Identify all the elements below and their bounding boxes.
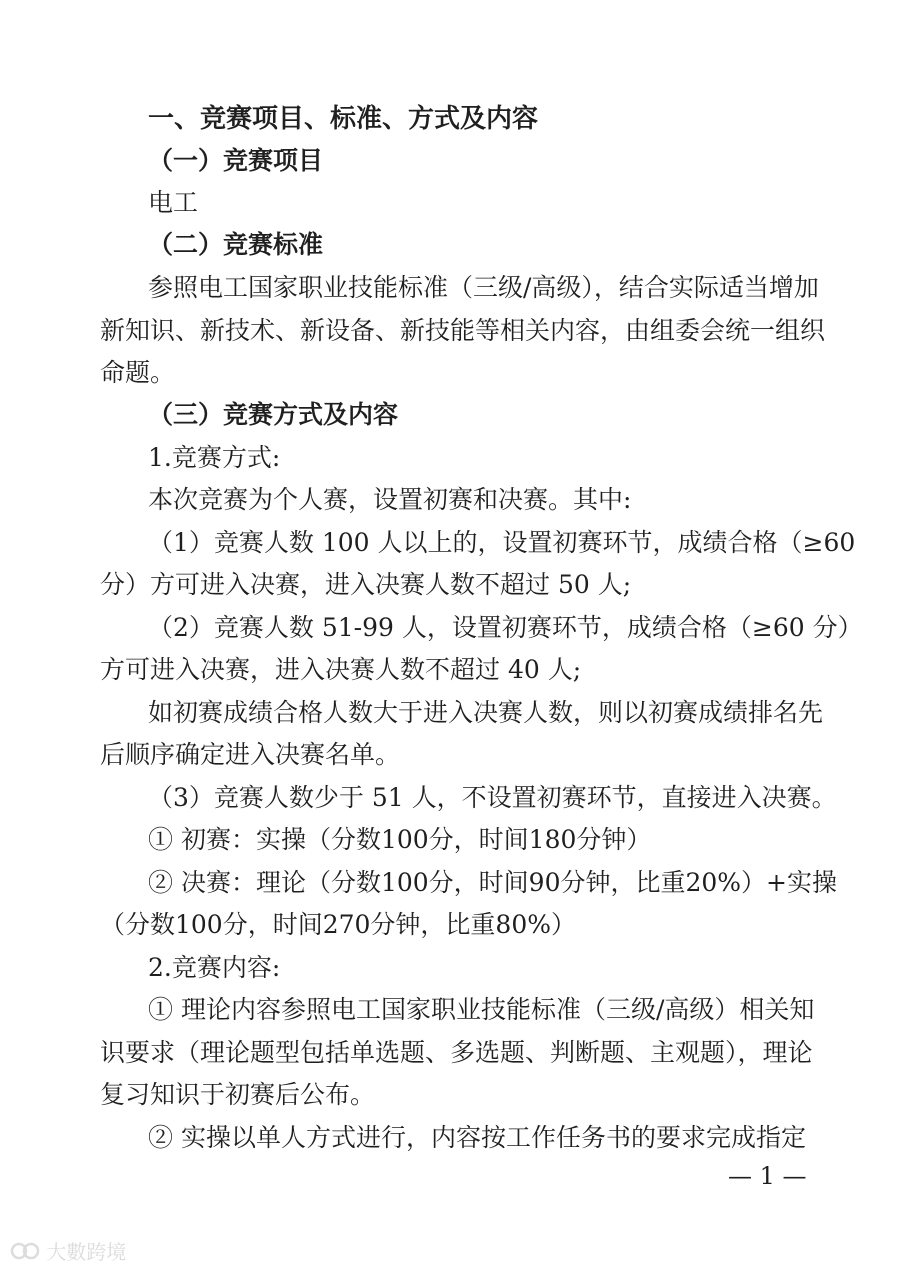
paragraph-line: 后顺序确定进入决赛名单。	[100, 740, 401, 769]
paragraph-line: ① 理论内容参照电工国家职业技能标准（三级/高级）相关知	[148, 995, 815, 1024]
paragraph-line: （分数100分，时间270分钟，比重80%）	[100, 910, 577, 939]
paragraph-line: 2.竞赛内容:	[148, 953, 281, 982]
paragraph-line: 识要求（理论题型包括单选题、多选题、判断题、主观题），理论	[100, 1038, 813, 1067]
paragraph-line: 方可进入决赛，进入决赛人数不超过 40 人;	[100, 655, 582, 684]
section-heading: 一、竞赛项目、标准、方式及内容	[148, 104, 539, 134]
paragraph-line: ① 初赛：实操（分数100分，时间180分钟）	[148, 825, 652, 854]
paragraph-line: （3）竞赛人数少于 51 人，不设置初赛环节，直接进入决赛。	[148, 783, 837, 812]
watermark-text: 大數跨境	[46, 1240, 127, 1264]
paragraph-line: 复习知识于初赛后公布。	[100, 1080, 376, 1109]
subsection-heading: （二）竞赛标准	[148, 230, 324, 259]
paragraph-line: 参照电工国家职业技能标准（三级/高级），结合实际适当增加	[148, 273, 819, 302]
paragraph-line: 命题。	[100, 358, 176, 387]
paragraph-line: 分）方可进入决赛，进入决赛人数不超过 50 人;	[100, 570, 632, 599]
paragraph-line: 如初赛成绩合格人数大于进入决赛人数，则以初赛成绩排名先	[148, 698, 824, 727]
subsection-heading: （三）竞赛方式及内容	[148, 400, 399, 429]
page-number: — 1 —	[728, 1162, 807, 1190]
paragraph-line: 1.竞赛方式:	[148, 443, 281, 472]
watermark	[10, 1240, 126, 1267]
paragraph-line: 本次竞赛为个人赛，设置初赛和决赛。其中:	[148, 485, 632, 514]
paragraph-line: 新知识、新技术、新设备、新技能等相关内容，由组委会统一组织	[100, 316, 826, 345]
paragraph-line: （1）竞赛人数 100 人以上的，设置初赛环节，成绩合格（≥60	[148, 528, 856, 557]
subsection-heading: （一）竞赛项目	[148, 146, 324, 175]
paragraph-line: ② 决赛：理论（分数100分，时间90分钟，比重20%）+实操	[148, 868, 837, 897]
paragraph-line: ② 实操以单人方式进行，内容按工作任务书的要求完成指定	[148, 1123, 806, 1152]
paragraph-line: （2）竞赛人数 51-99 人，设置初赛环节，成绩合格（≥60 分）	[148, 613, 863, 642]
watermark-logo-icon	[10, 1240, 40, 1267]
paragraph-line: 电工	[148, 188, 199, 217]
